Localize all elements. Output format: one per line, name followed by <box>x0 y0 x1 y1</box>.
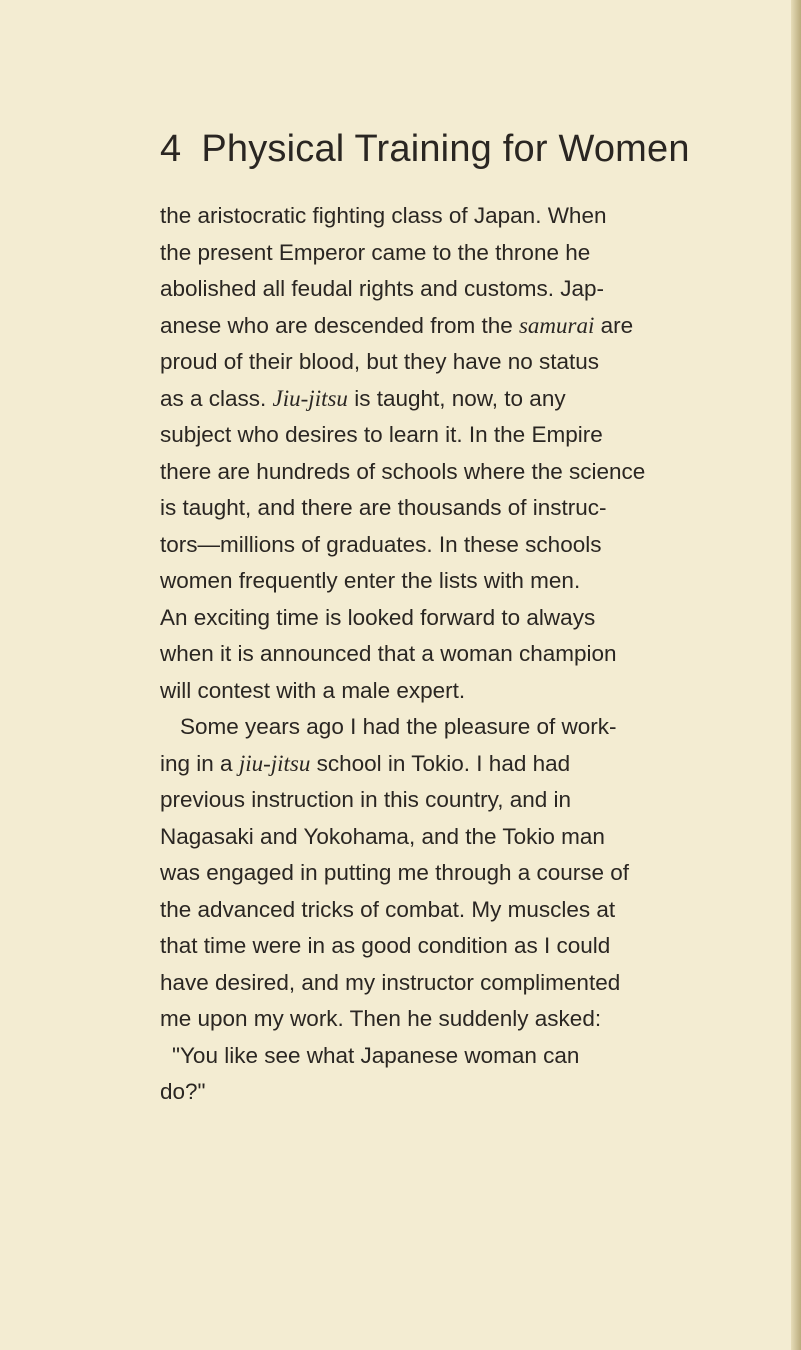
body-text <box>160 198 740 1111</box>
text-line <box>160 563 740 600</box>
line-text: An exciting time is looked forward to always <box>160 604 596 630</box>
line-text: tors—millions of graduates. In these schools <box>160 531 602 557</box>
text-line <box>160 782 740 819</box>
line-segment: are <box>594 312 634 338</box>
line-segment: ing in a <box>160 750 239 776</box>
italic-term: samurai <box>518 312 595 338</box>
line-text: have desired, and my instructor complimented <box>160 969 621 995</box>
text-line <box>160 673 740 710</box>
running-head <box>160 128 690 171</box>
line-text: do?" <box>160 1079 206 1104</box>
line-text <box>160 308 633 345</box>
line-text: there are hundreds of schools where the science <box>160 458 646 484</box>
text-line <box>160 235 740 272</box>
text-line <box>160 855 740 892</box>
text-line <box>160 308 740 345</box>
text-line <box>160 1074 740 1111</box>
text-line <box>160 454 740 491</box>
line-text: when it is announced that a woman champion <box>160 641 617 666</box>
text-line <box>160 636 740 673</box>
line-segment: anese who are descended from the <box>160 312 519 338</box>
line-text: that time were in as good condition as I could <box>160 933 611 958</box>
italic-term: jiu-jitsu <box>238 750 311 776</box>
text-line <box>160 527 740 564</box>
line-text: will contest with a male expert. <box>160 677 466 703</box>
page-edge <box>791 0 801 1350</box>
line-text: previous instruction in this country, and in <box>160 787 572 812</box>
line-text: the aristocratic fighting class of Japan. When <box>160 203 607 228</box>
text-line <box>160 1038 740 1075</box>
line-text: abolished all feudal rights and customs. Jap- <box>160 276 605 301</box>
line-text: Nagasaki and Yokohama, and the Tokio man <box>160 823 605 849</box>
text-line <box>160 600 740 637</box>
italic-term: Jiu-jitsu <box>272 385 348 411</box>
line-text: the advanced tricks of combat. My muscles at <box>160 896 616 922</box>
line-text: "You like see what Japanese woman can <box>172 1042 580 1068</box>
text-line <box>160 746 740 783</box>
line-segment: school in Tokio. I had had <box>310 750 571 776</box>
line-text <box>160 746 570 783</box>
text-line <box>160 381 740 418</box>
page-title: Physical Training for Women <box>201 128 690 170</box>
line-text: women frequently enter the lists with men. <box>160 568 581 593</box>
text-line <box>160 1001 740 1038</box>
line-text: the present Emperor came to the throne he <box>160 239 591 265</box>
page-number: 4 <box>160 128 182 170</box>
line-text: was engaged in putting me through a course of <box>160 860 630 885</box>
text-line <box>160 417 740 454</box>
text-line <box>160 490 740 527</box>
text-line <box>160 344 740 381</box>
line-segment: is taught, now, to any <box>347 385 566 411</box>
text-line <box>160 709 740 746</box>
text-line <box>160 965 740 1002</box>
line-text: subject who desires to learn it. In the Empire <box>160 422 603 447</box>
text-line <box>160 198 740 235</box>
line-text: is taught, and there are thousands of instruc- <box>160 495 607 520</box>
text-line <box>160 819 740 856</box>
line-text: Some years ago I had the pleasure of work- <box>180 714 617 739</box>
line-text: proud of their blood, but they have no status <box>160 349 600 374</box>
line-text <box>160 381 566 418</box>
text-line <box>160 271 740 308</box>
line-segment: as a class. <box>160 385 273 411</box>
line-text: me upon my work. Then he suddenly asked: <box>160 1006 602 1031</box>
text-line <box>160 892 740 929</box>
text-line <box>160 928 740 965</box>
